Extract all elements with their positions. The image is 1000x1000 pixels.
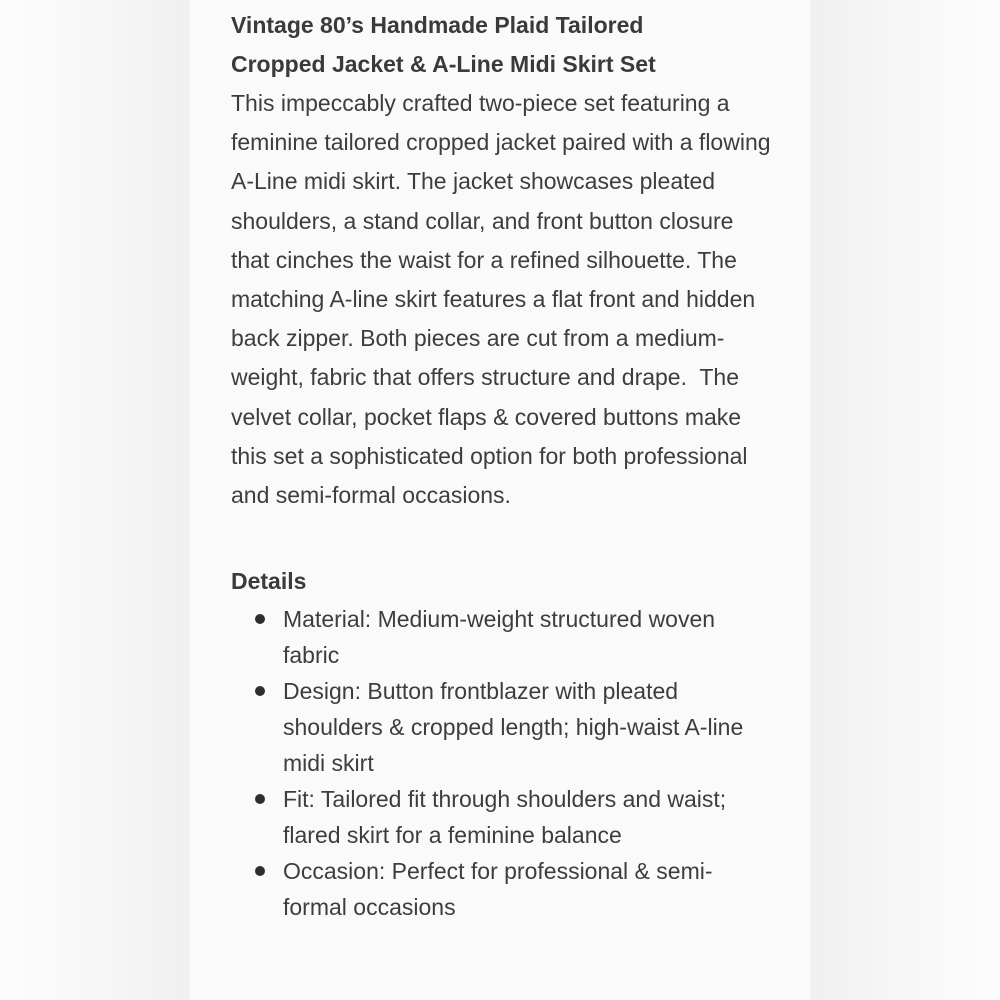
details-list bbox=[231, 601, 791, 925]
listing-content bbox=[231, 6, 791, 925]
details-item-fit bbox=[231, 781, 773, 853]
details-item-design bbox=[231, 673, 773, 781]
bullet-icon bbox=[255, 614, 265, 624]
details-item-text: Design: Button frontblazer with pleated shoulders & cropped length; high-waist A-line midi skirt bbox=[283, 678, 744, 777]
listing-title: Vintage 80’s Handmade Plaid Tailored Cropped Jacket & A-Line Midi Skirt Set bbox=[231, 12, 656, 77]
bullet-icon bbox=[255, 866, 265, 876]
bullet-icon bbox=[255, 794, 265, 804]
details-item-material bbox=[231, 601, 773, 673]
listing-description: This impeccably crafted two-piece set featuring a feminine tailored cropped jacket paired with a flowing A-Line midi skirt. The jacket showcases pleated shoulders, a stand collar, and front button closure that cinches the waist for a refined silhouette. The matching A-line skirt features a flat front and hidden back zipper. Both pieces are cut from a medium-weight, fabric that offers structure and drape. The velvet collar, pocket flaps & covered buttons make this set a sophisticated option for both professional and semi-formal occasions. bbox=[231, 90, 776, 509]
details-item-text: Occasion: Perfect for professional & semi-formal occasions bbox=[283, 858, 713, 921]
bullet-icon bbox=[255, 686, 265, 696]
details-item-text: Material: Medium-weight structured woven fabric bbox=[283, 606, 716, 669]
description-page bbox=[190, 0, 810, 1000]
details-heading: Details bbox=[231, 568, 307, 595]
details-item-occasion bbox=[231, 853, 773, 925]
details-item-text: Fit: Tailored fit through shoulders and waist; flared skirt for a feminine balance bbox=[283, 786, 727, 849]
